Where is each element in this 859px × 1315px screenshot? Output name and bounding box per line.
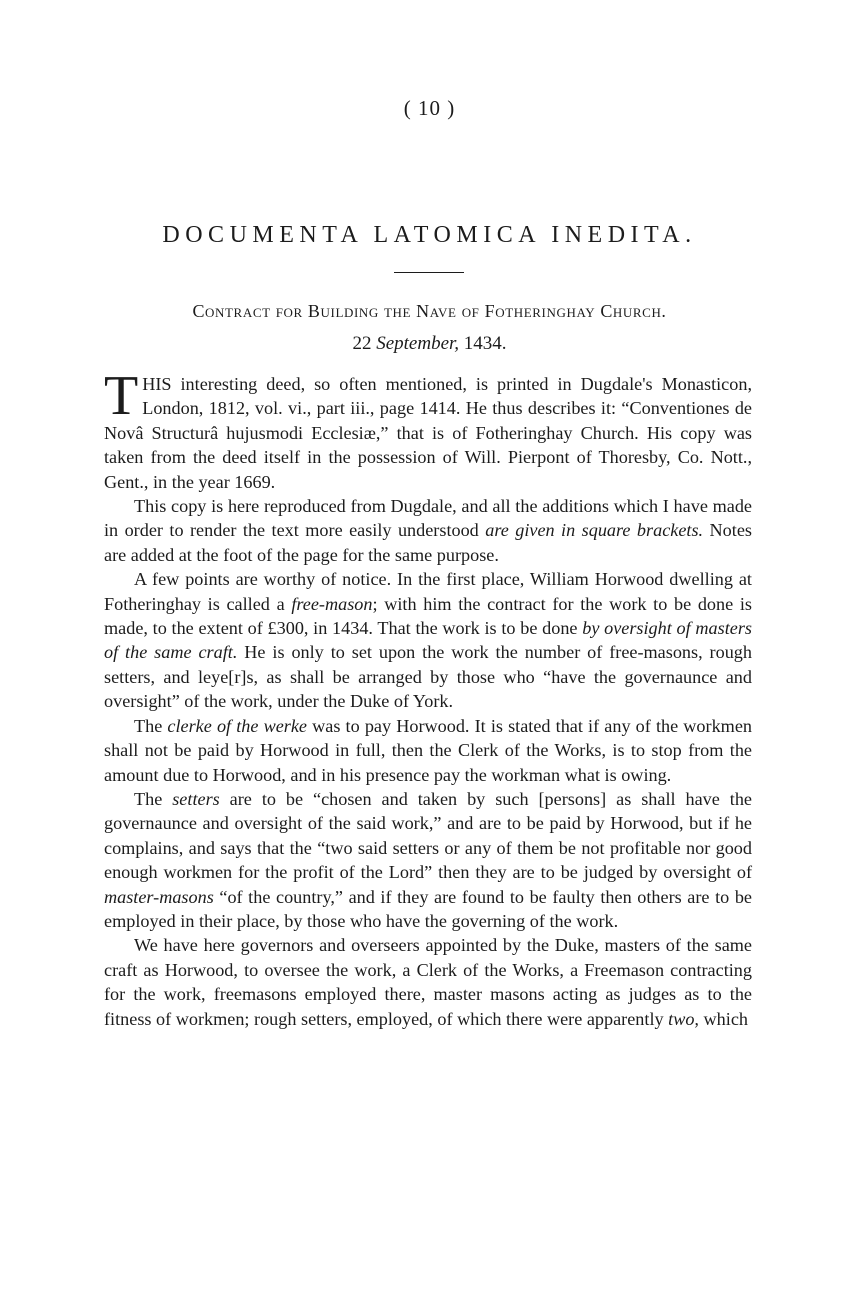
paragraph-text: He is only to set upon the work the number of free-masons, rough setters, and leye[r]s, as shall be arranged by those who “have the governaunce and oversight” of the work, under the Duke of York.	[104, 642, 752, 712]
paragraph-text: “of the country,” and if they are found to be faulty then others are to be employed in their place, by those who have the governing of the work.	[104, 886, 752, 931]
paragraph	[104, 933, 752, 1031]
paragraph-text: was to pay Horwood. It is stated that if any of the workmen shall not be paid by Horwood in full, then the Clerk of the Works, is to stop from the amount due to Horwood, and in his presence pay the workman what is owing.	[104, 715, 752, 785]
date-line	[0, 333, 859, 355]
title-divider	[394, 272, 464, 273]
page-number: ( 10 )	[403, 96, 456, 120]
paragraph	[104, 494, 752, 567]
date-day: 22	[352, 333, 372, 354]
paragraph-text: The	[134, 788, 173, 809]
italic-text: master-masons	[104, 886, 214, 907]
italic-text: two,	[668, 1008, 699, 1029]
paragraph-text: are to be “chosen and taken by such [persons] as shall have the governaunce and oversight of the said work,” and are to be paid by Horwood, but if he complains, and says that the “two said setters or any of them be not profitable nor good enough workmen for the profit of the Lord” then they are to be judged by oversight of	[104, 788, 753, 883]
page-title: DOCUMENTA LATOMICA INEDITA.	[162, 222, 697, 248]
paragraph	[104, 365, 752, 494]
italic-text: setters	[172, 788, 220, 809]
date-month: September,	[376, 333, 460, 354]
italic-text: free-mason	[291, 593, 373, 614]
section-subtitle: Contract for Building the Nave of Fotheringhay Church.	[192, 301, 667, 321]
drop-cap: T	[104, 365, 139, 427]
paragraph-text: This copy is here reproduced from Dugdale, and all the additions which I have made in order to render the text more easily understood	[104, 496, 752, 541]
paragraph-text: The	[134, 715, 168, 736]
paragraph-text: Notes are added at the foot of the page for the same purpose.	[104, 520, 752, 565]
paragraph	[104, 567, 752, 713]
body-text	[104, 365, 753, 1031]
paragraph-text: HIS interesting deed, so often mentioned, is printed in Dugdale's Monasticon, London, 1812, vol. vi., part iii., page 1414. He thus describes it: “Conventiones de Novâ Structurâ hujusmodi Ecclesiæ,” that is of Fotheringhay Church. His copy was taken from the deed itself in the possession of Will. Pierpont of Thoresby, Co. Nott., Gent., in the year 1669.	[104, 374, 752, 492]
italic-text: by oversight of masters of the same craft.	[104, 618, 752, 663]
date-year: 1434.	[463, 333, 507, 354]
paragraph-text: A few points are worthy of notice. In the first place, William Horwood dwelling at Fotheringhay is called a	[104, 569, 752, 614]
paragraph-text: which	[698, 1008, 748, 1029]
paragraph	[104, 714, 752, 787]
italic-text: clerke of the werke	[167, 715, 308, 736]
italic-text: are given in square brackets.	[485, 520, 704, 541]
paragraph-text: ; with him the contract for the work to be done is made, to the extent of £300, in 1434. That the work is to be done	[104, 593, 753, 639]
paragraph	[104, 787, 752, 933]
paragraph-text: We have here governors and overseers appointed by the Duke, masters of the same craft as Horwood, to oversee the work, a Clerk of the Works, a Freemason contracting for the work, freemasons employed there, master masons acting as judges as to the fitness of workmen; rough setters, employed, of which there were apparently	[104, 935, 752, 1029]
